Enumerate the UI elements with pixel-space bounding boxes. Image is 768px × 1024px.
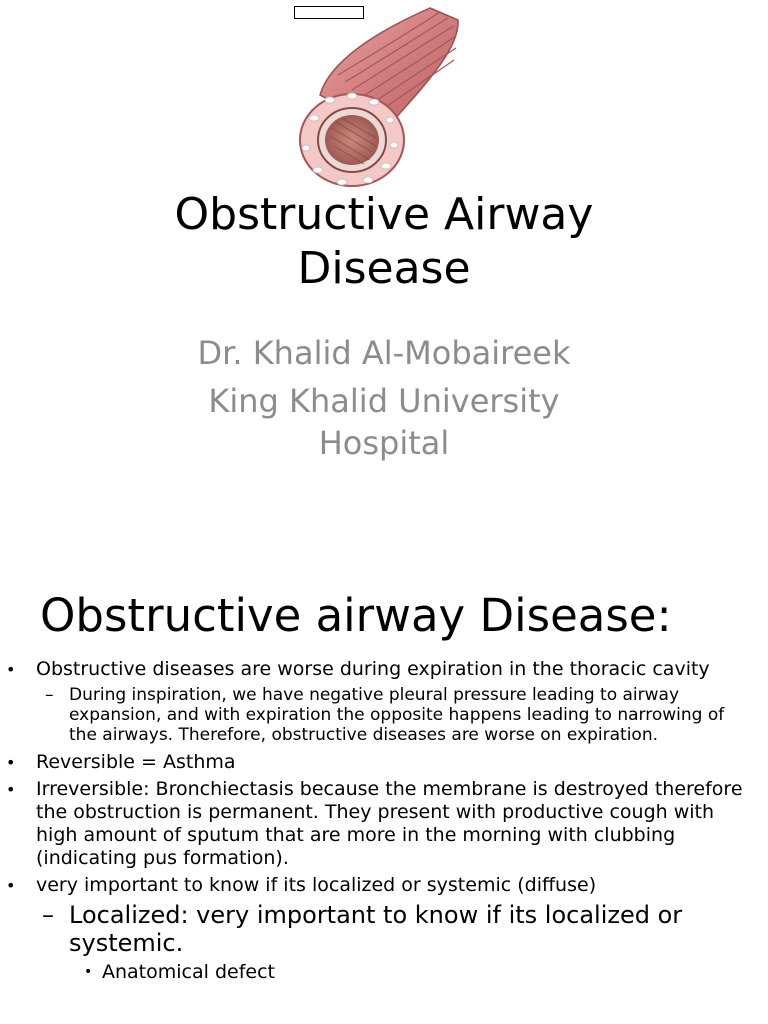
affiliation-line-2: Hospital xyxy=(318,424,450,462)
bullet-text: Irreversible: Bronchiectasis because the membrane is destroyed therefore the obstruction is permanent. They present with productive cough with high amount of sputum that are more in the morning with clubbing (indicating pus formation). xyxy=(36,778,743,869)
sub-bullet-item xyxy=(0,685,768,745)
sub-sub-bullet-item xyxy=(0,961,768,984)
sub-bullet-text: Localized: very important to know if its localized or systemic. xyxy=(69,901,683,957)
affiliation-line-1: King Khalid University xyxy=(208,382,560,420)
bullet-text: Reversible = Asthma xyxy=(36,751,236,773)
bullet-text: Obstructive diseases are worse during expiration in the thoracic cavity xyxy=(36,658,710,680)
content-slide xyxy=(0,570,768,1024)
sub-sub-bullet-marker: • xyxy=(84,964,93,980)
slide-title: Obstructive airway Disease: xyxy=(40,589,672,642)
bullet-text: very important to know if its localized or systemic (diffuse) xyxy=(36,874,597,896)
sub-bullet-item xyxy=(0,901,768,957)
presentation-subtitle xyxy=(0,332,768,464)
presentation-title xyxy=(0,188,768,296)
bullet-item xyxy=(0,658,768,681)
sub-bullet-text: During inspiration, we have negative pleural pressure leading to airway expansion, and with expiration the opposite happens leading to narrowing of the airways. Therefore, obstructive diseases are worse on expiration. xyxy=(69,685,725,745)
bullet-marker: • xyxy=(6,780,16,799)
bullet-marker: • xyxy=(6,876,16,895)
airway-tube-illustration xyxy=(290,0,470,192)
title-line-2: Disease xyxy=(297,243,471,294)
bullet-marker: • xyxy=(6,660,16,679)
bullet-list xyxy=(0,658,768,984)
bullet-item xyxy=(0,751,768,774)
bullet-marker: • xyxy=(6,753,16,772)
author-name: Dr. Khalid Al-Mobaireek xyxy=(197,334,571,372)
sub-sub-bullet-text: Anatomical defect xyxy=(102,961,275,983)
bullet-item xyxy=(0,778,768,870)
sub-bullet-marker: – xyxy=(42,901,54,929)
title-line-1: Obstructive Airway xyxy=(174,189,594,240)
sub-bullet-marker: – xyxy=(45,685,54,705)
bullet-item xyxy=(0,874,768,897)
